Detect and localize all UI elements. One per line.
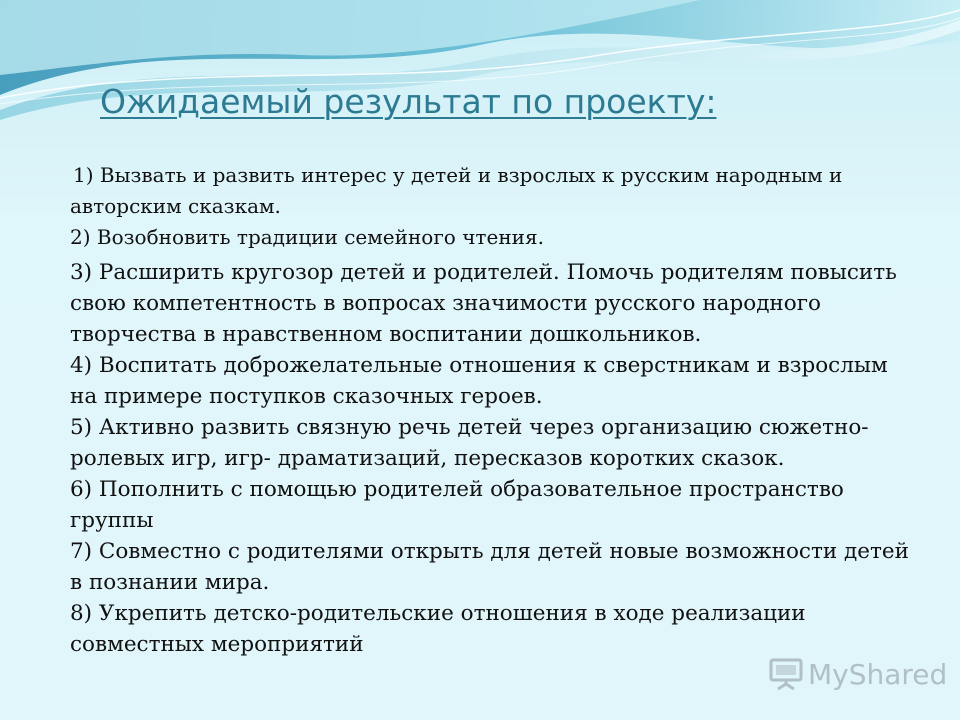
list-item: 8) Укрепить детско-родительские отношения в ходе реализации совместных мероприятий	[70, 601, 806, 657]
results-list	[70, 160, 915, 660]
presentation-board-icon	[768, 656, 804, 692]
list-item: 2) Возобновить традиции семейного чтения.	[70, 225, 544, 249]
list-item: 5) Активно развить связную речь детей через организацию сюжетно-ролевых игр, игр- драматизаций, пересказов коротких сказок.	[70, 415, 869, 471]
slide-title: Ожидаемый результат по проекту:	[100, 82, 717, 121]
list-item: 6) Пополнить с помощью родителей образовательное пространство группы	[70, 477, 844, 533]
list-item: 7) Совместно с родителями открыть для детей новые возможности детей в познании мира.	[70, 539, 909, 595]
list-item: 3) Расширить кругозор детей и родителей. Помочь родителям повысить свою компетентность в вопросах значимости русского народного творчества в нравственном воспитании дошкольников.	[70, 260, 897, 347]
list-item: 1) Вызвать и развить интерес у детей и взрослых к русским народным и авторским сказкам.	[70, 163, 843, 218]
watermark-text: MyShared	[808, 657, 948, 691]
myshared-watermark	[768, 656, 947, 692]
list-item: 4) Воспитать доброжелательные отношения к сверстникам и взрослым на примере поступков сказочных героев.	[70, 353, 888, 409]
